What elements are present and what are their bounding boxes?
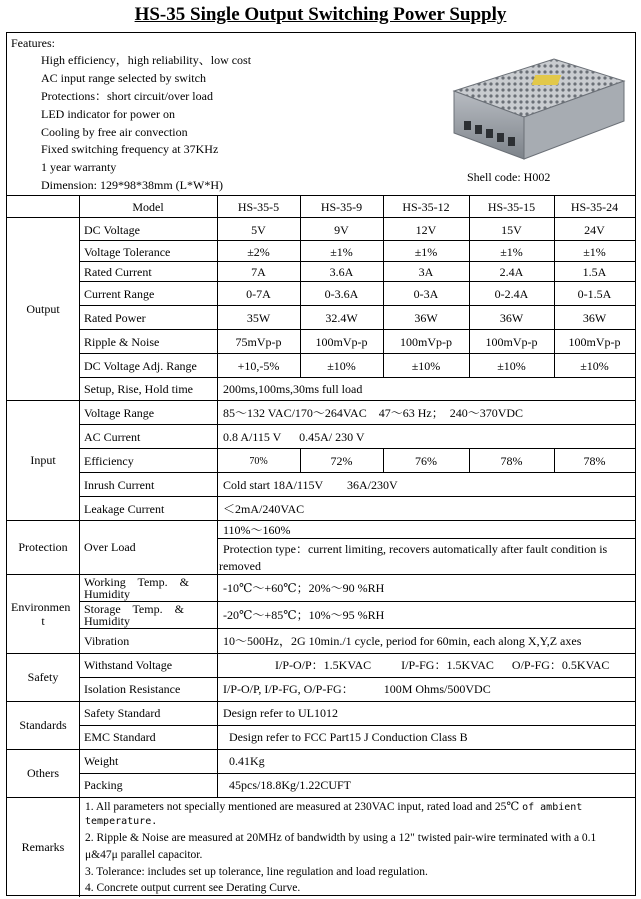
cell-value: 0-3A	[413, 287, 439, 301]
remark-4: 4. Concrete output current see Derating Curve.	[85, 882, 301, 894]
feature-item: Protections：short circuit/over load	[41, 89, 213, 103]
row-label: Humidity	[84, 587, 131, 601]
row-label: Humidity	[84, 614, 131, 628]
cell-value: 36W	[414, 311, 438, 325]
cell-value: 76%	[415, 454, 437, 468]
cell-value: 36W	[499, 311, 524, 325]
row-label: Working Temp. &	[84, 575, 189, 589]
row-label: Isolation Resistance	[84, 682, 181, 696]
row-label: AC Current	[84, 430, 141, 444]
row-label: Storage Temp. &	[84, 602, 184, 616]
row-label: Packing	[84, 778, 123, 792]
row-label: Voltage Range	[84, 406, 155, 420]
group-protection: Protection	[18, 540, 68, 554]
group-standards: Standards	[19, 718, 67, 732]
model-name: HS-35-9	[320, 200, 363, 214]
cell-value: 3.6A	[329, 265, 354, 279]
cell-value: ±2%	[247, 245, 270, 259]
model-name: HS-35-24	[570, 200, 619, 214]
row-label: Vibration	[84, 634, 130, 648]
cell-value: 2.4A	[499, 265, 524, 279]
cell-value: ±10%	[497, 359, 526, 373]
row-label: Setup, Rise, Hold time	[84, 382, 193, 396]
cell-value: 0-7A	[246, 287, 271, 301]
row-label: Efficiency	[84, 454, 134, 468]
row-label: Inrush Current	[84, 478, 155, 492]
row-label: Voltage Tolerance	[84, 245, 171, 259]
remark-2: 2. Ripple & Noise are measured at 20MHz of bandwidth by using a 12" twisted pair-wire terminated with a 0.1	[85, 832, 597, 844]
spec-sheet	[6, 32, 636, 896]
cell-value: 15V	[501, 223, 522, 237]
cell-value: 0-3.6A	[324, 287, 359, 301]
cell-value: 78%	[583, 454, 606, 468]
cell-value: 1.5A	[582, 265, 607, 279]
cell-value: ±1%	[330, 245, 353, 259]
group-environment: Environmen	[11, 600, 71, 614]
feature-item: Fixed switching frequency at 37KHz	[41, 142, 219, 156]
row-label: Withstand Voltage	[84, 658, 173, 672]
cell-value: 75mVp-p	[235, 335, 282, 349]
row-label: Over Load	[84, 540, 136, 554]
row-label: DC Voltage Adj. Range	[84, 359, 197, 373]
row-label: Rated Current	[84, 265, 152, 279]
model-name: HS-35-5	[237, 200, 280, 214]
cell-value: ±10%	[327, 359, 356, 373]
product-photo	[434, 51, 630, 167]
cell-value: 78%	[500, 454, 523, 468]
cell-value: 110%～160%	[223, 523, 291, 537]
cell-value: 35W	[246, 311, 271, 325]
group-output: Output	[26, 302, 60, 316]
cell-value: 0.8 A/115 V 0.45A/ 230 V	[223, 430, 365, 444]
cell-value: 24V	[584, 223, 605, 237]
remark-1-text-cont: of ambient	[522, 802, 583, 813]
cell-value: ±1%	[414, 245, 438, 259]
row-label: Leakage Current	[84, 502, 165, 516]
cell-value: 85～132 VAC/170～264VAC 47～63 Hz； 240～370VDC	[223, 406, 524, 420]
cell-value: 12V	[415, 223, 437, 237]
cell-value: 72%	[330, 454, 353, 468]
cell-value: ＜2mA/240VAC	[223, 502, 305, 516]
row-label: DC Voltage	[84, 223, 140, 237]
group-remarks: Remarks	[21, 840, 65, 854]
cell-value: -20℃～+85℃；10%～95 %RH	[223, 608, 385, 622]
cell-value: ±1%	[583, 245, 606, 259]
model-header: Model	[132, 200, 164, 214]
cell-value: 70%	[249, 456, 268, 467]
cell-value: 100mVp-p	[568, 335, 621, 349]
feature-item: 1 year warranty	[41, 160, 117, 174]
feature-item: High efficiency，high reliability、low cost	[41, 53, 252, 67]
cell-value: Design refer to UL1012	[223, 706, 338, 720]
model-name: HS-35-15	[487, 200, 536, 214]
cell-value: 200ms,100ms,30ms full load	[223, 382, 363, 396]
cell-value: 0.41Kg	[229, 754, 265, 768]
cell-value: I/P-O/P：1.5KVAC I/P-FG：1.5KVAC O/P-FG：0.5KVAC	[275, 658, 610, 672]
row-label: Weight	[84, 754, 119, 768]
remark-1	[85, 800, 635, 815]
cell-value: ±10%	[580, 359, 609, 373]
row-label: Ripple & Noise	[84, 335, 160, 349]
cell-value: 36W	[582, 311, 607, 325]
feature-item: LED indicator for power on	[41, 107, 175, 121]
cell-value: ±10%	[411, 359, 441, 373]
cell-value: removed	[219, 559, 261, 573]
cell-value: 100mVp-p	[315, 335, 368, 349]
cell-value: 3A	[418, 265, 434, 279]
cell-value: 9V	[334, 223, 349, 237]
cell-value: 32.4W	[325, 311, 358, 325]
remark-3: 3. Tolerance: includes set up tolerance, line regulation and load regulation.	[85, 866, 428, 878]
cell-value: 7A	[251, 265, 266, 279]
row-label: EMC Standard	[84, 730, 156, 744]
feature-item: Cooling by free air convection	[41, 125, 188, 139]
cell-value: 100mVp-p	[485, 335, 538, 349]
cell-value: I/P-O/P, I/P-FG, O/P-FG： 100M Ohms/500VDC	[223, 682, 491, 696]
cell-value: 0-2.4A	[494, 287, 529, 301]
cell-value: 45pcs/18.8Kg/1.22CUFT	[229, 778, 352, 792]
remark-1-text: 1. All parameters not specially mentioned are measured at 230VAC input, rated load and 25℃	[85, 801, 520, 813]
shell-code: Shell code: H002	[467, 170, 551, 184]
model-name: HS-35-12	[402, 200, 450, 214]
group-others: Others	[27, 766, 59, 780]
feature-item: Dimension: 129*98*38mm (L*W*H)	[41, 178, 223, 192]
cell-value: +10,-5%	[237, 359, 280, 373]
cell-value: 10～500Hz，2G 10min./1 cycle, period for 60min, each along X,Y,Z axes	[223, 634, 582, 648]
group-safety: Safety	[27, 670, 59, 684]
cell-value: 100mVp-p	[400, 335, 452, 349]
features-heading: Features:	[11, 36, 55, 50]
feature-item: AC input range selected by switch	[41, 71, 206, 85]
cell-value: 0-1.5A	[577, 287, 612, 301]
document-title: HS-35 Single Output Switching Power Supply	[134, 4, 507, 25]
cell-value: -10℃～+60℃；20%～90 %RH	[223, 581, 385, 595]
remark-2-cont: μ&47μ parallel capacitor.	[85, 849, 203, 861]
group-input: Input	[30, 453, 56, 467]
cell-value: 5V	[251, 223, 266, 237]
row-label: Safety Standard	[84, 706, 161, 720]
remark-1-cont: temperature.	[85, 816, 158, 827]
group-environment-cont: t	[41, 614, 45, 628]
row-label: Rated Power	[84, 311, 146, 325]
row-label: Current Range	[84, 287, 155, 301]
cell-value: ±1%	[500, 245, 523, 259]
cell-value: Protection type：current limiting, recovers automatically after fault condition is	[223, 542, 608, 556]
cell-value: Cold start 18A/115V 36A/230V	[223, 478, 398, 492]
cell-value: Design refer to FCC Part15 J Conduction Class B	[229, 730, 468, 744]
